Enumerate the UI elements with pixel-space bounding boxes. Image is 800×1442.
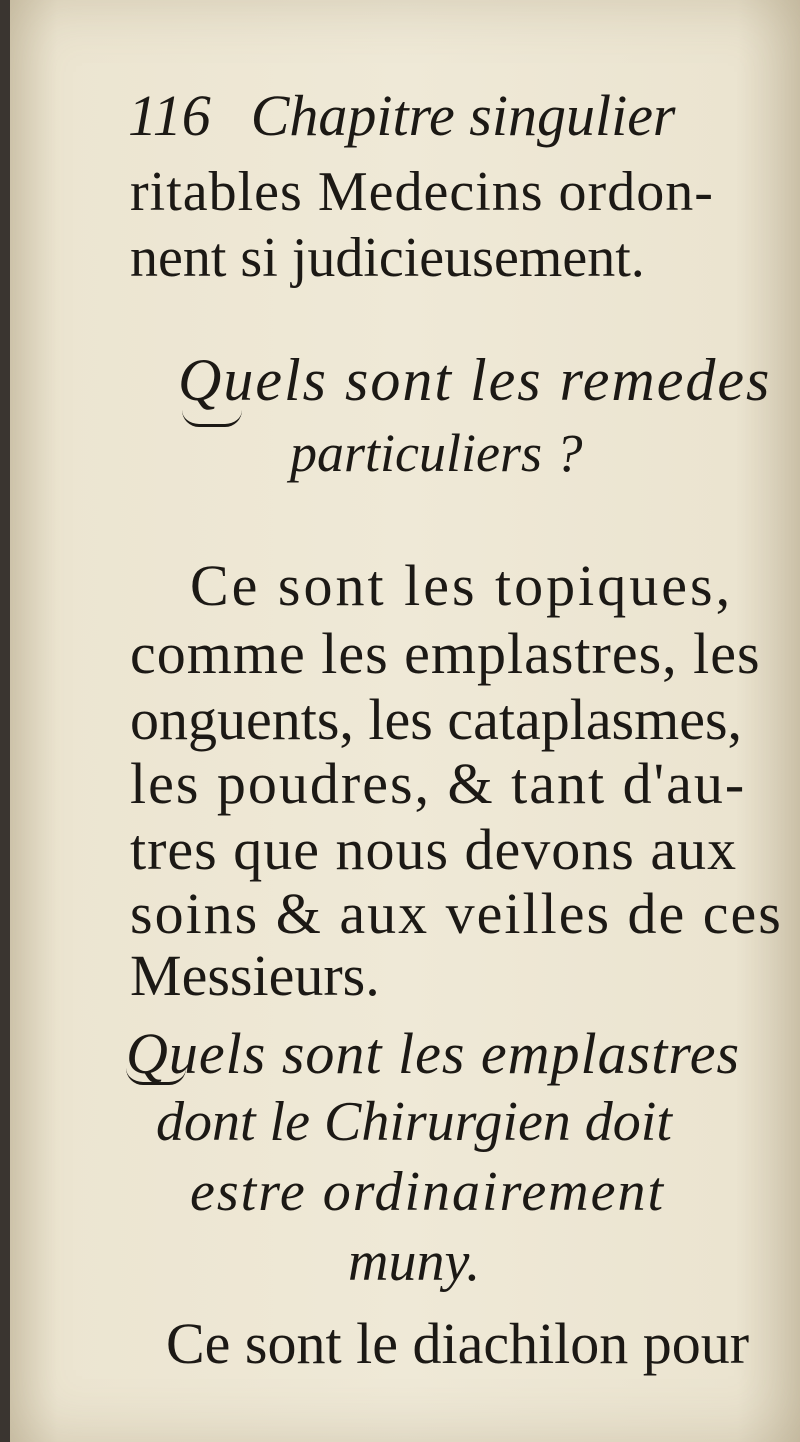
body-line: nent si judicieusement.: [130, 227, 645, 289]
answer-line: les poudres, & tant d'au-: [130, 751, 747, 816]
answer-line: onguents, les cataplasmes,: [130, 687, 743, 752]
answer-line: Ce sont le diachilon pour: [166, 1311, 750, 1376]
flourish-ornament: [182, 410, 242, 427]
flourish-ornament: [126, 1068, 186, 1085]
question-line: particuliers ?: [290, 423, 583, 483]
running-head-title: Chapitre singulier: [250, 83, 676, 148]
question-line: dont le Chirurgien doit: [156, 1091, 672, 1153]
question-line: estre ordinairement: [190, 1161, 666, 1223]
answer-line: comme les emplastres, les: [130, 621, 761, 686]
answer-line: tres que nous devons aux: [130, 817, 738, 882]
answer-line: Ce sont les topiques,: [190, 553, 734, 618]
page-number: 116: [128, 83, 211, 148]
book-page: [10, 0, 800, 1442]
question-line: Quels sont les remedes: [178, 347, 772, 413]
running-header: [128, 82, 676, 149]
question-line: Quels sont les emplastres: [126, 1021, 741, 1086]
body-line: ritables Medecins ordon-: [130, 161, 714, 223]
answer-line: Messieurs.: [130, 943, 380, 1008]
answer-line: soins & aux veilles de ces: [130, 881, 783, 946]
question-line: muny.: [348, 1231, 481, 1293]
page-text: [10, 0, 800, 1442]
